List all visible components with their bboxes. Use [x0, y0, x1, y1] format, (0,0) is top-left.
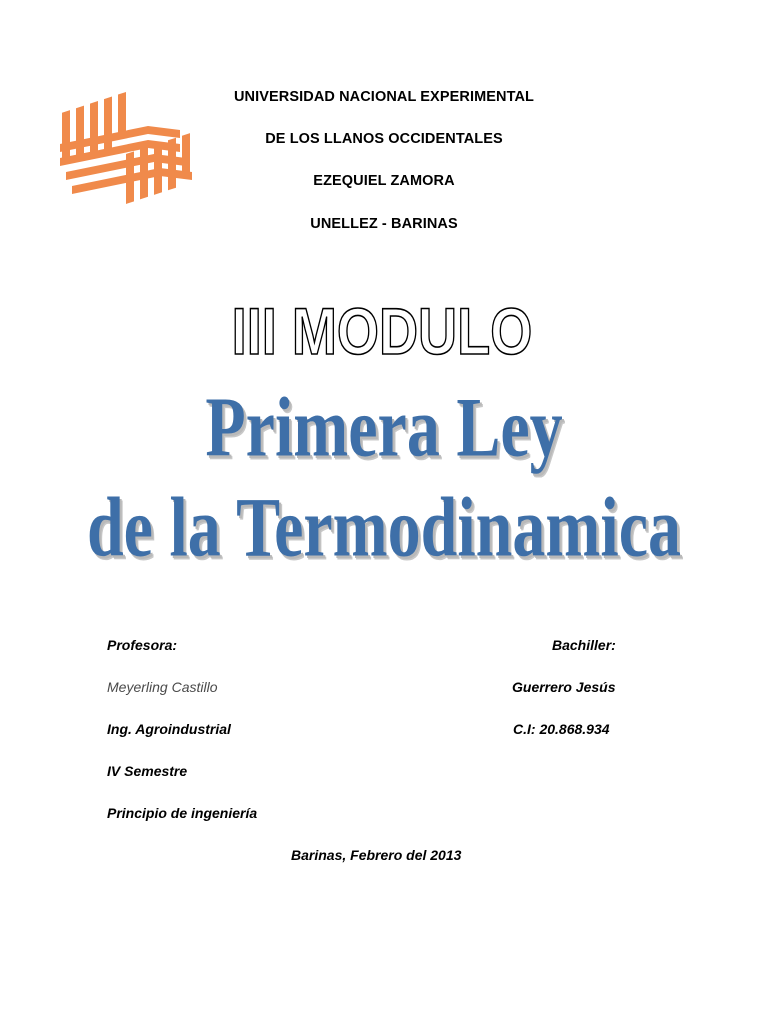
- module-title: [0, 292, 768, 372]
- main-title-line1: Primera Ley: [205, 381, 563, 475]
- professor-profession: Ing. Agroindustrial: [107, 721, 231, 737]
- professor-name: Meyerling Castillo: [107, 679, 218, 695]
- place-date: Barinas, Febrero del 2013: [291, 847, 462, 863]
- header-line-campus: UNELLEZ - BARINAS: [310, 216, 458, 232]
- header-line-name: EZEQUIEL ZAMORA: [313, 173, 455, 189]
- unellez-logo-icon: [52, 86, 200, 224]
- module-title-text: III MODULO: [231, 293, 533, 369]
- header-line-university: UNIVERSIDAD NACIONAL EXPERIMENTAL: [233, 89, 535, 105]
- header-line-region: DE LOS LLANOS OCCIDENTALES: [265, 131, 503, 147]
- main-title-line2: de la Termodinamica: [86, 481, 682, 575]
- semester: IV Semestre: [107, 763, 188, 779]
- student-label: Bachiller:: [552, 637, 616, 653]
- subject: Principio de ingeniería: [107, 805, 258, 821]
- student-name: Guerrero Jesús: [512, 679, 616, 695]
- professor-label: Profesora:: [107, 637, 178, 653]
- student-id: C.I: 20.868.934: [513, 721, 610, 737]
